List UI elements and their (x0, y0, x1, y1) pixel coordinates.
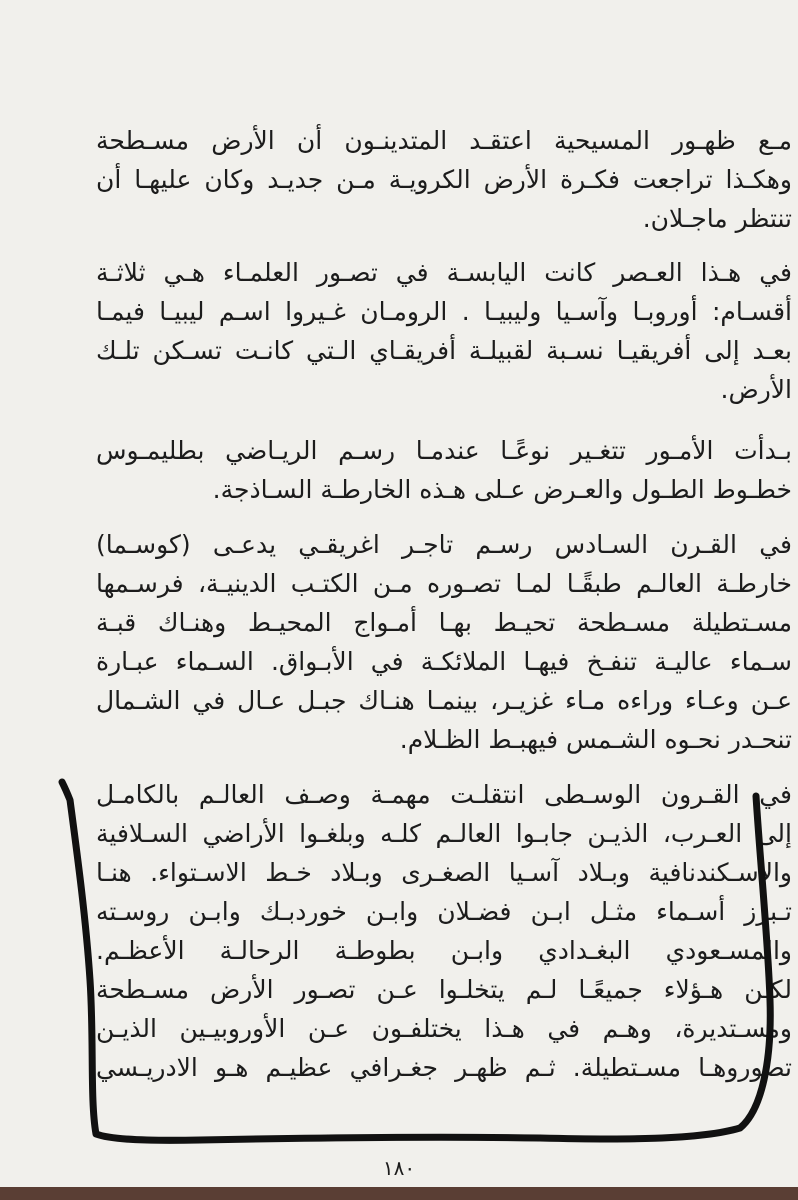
text-line: لكـن هـؤلاء جميعًـا لـم يتخلـوا عـن تصـور الأرض مسـطحة (96, 975, 792, 1004)
text-line: في هـذا العـصر كانت اليابسـة في تصـور العلمـاء هـي ثلاثـة (96, 258, 792, 287)
page-number: ١٨٠ (382, 1156, 416, 1180)
text-line: مسـتطيلة مسـطحة تحيـط بهـا أمـواج المحيـط وهنـاك قبـة (96, 608, 792, 637)
text-line: إلى العـرب، الذيـن جابـوا العالـم كلـه وبلغـوا الأراضي السـلافية (96, 819, 792, 848)
bottom-edge (0, 1187, 798, 1200)
text-line: تنتظر ماجـلان. (642, 204, 792, 233)
text-line: والمسـعودي البغـدادي وابـن بطوطـة الرحالـة الأعظـم. (96, 936, 792, 965)
text-line: تـبرز أسـماء مثـل ابـن فضـلان وابـن خوردبـك وابـن روسـته (96, 897, 792, 926)
text-line: أقسـام: أوروبـا وآسـيا وليبيـا . الرومـان غـيروا اسـم ليبيـا فيمـا (96, 297, 792, 326)
text-line: عـن وعـاء وراءه مـاء غزيـر، بينمـا هنـاك جبـل عـال في الشـمال (96, 686, 792, 715)
text-line: تنحـدر نحـوه الشـمس فيهبـط الظـلام. (399, 725, 792, 754)
text-line: خارطـة العالـم طبقًـا لمـا تصـوره مـن الكتـب الدينيـة، فرسـمها (96, 569, 792, 598)
text-line: بعـد إلى أفريقيـا نسـبة لقبيلـة أفريقـاي الـتي كانـت تسـكن تلـك (96, 336, 792, 365)
text-line: وهكـذا تراجعت فكـرة الأرض الكرويـة مـن جديـد وكان عليهـا أن (96, 165, 792, 194)
text-line: الأرض. (720, 375, 792, 404)
text-line: خطـوط الطـول والعـرض عـلى هـذه الخارطـة السـاذجة. (212, 475, 792, 504)
text-line: سـماء عاليـة تنفـخ فيهـا الملائكـة في الأبـواق. السـماء عبـارة (96, 647, 792, 676)
text-line: تصوروهـا مسـتطيلة. ثـم ظهـر جغـرافي عظيـم هـو الادريـسي (96, 1053, 792, 1082)
text-line: بـدأت الأمـور تتغـير نوعًـا عندمـا رسـم الريـاضي بطليمـوس (96, 436, 792, 465)
text-line: في القـرون الوسـطى انتقلـت مهمـة وصـف العالـم بالكامـل (96, 780, 792, 809)
text-line: ومسـتديرة، وهـم في هـذا يختلفـون عـن الأوروبيـين الذيـن (96, 1014, 792, 1043)
text-line: مـع ظهـور المسيحية اعتقـد المتدينـون أن الأرض مسـطحة (96, 126, 792, 155)
text-line: والاسـكندنافية وبـلاد آسـيا الصغـرى وبـلاد خـط الاسـتواء. هنـا (96, 858, 792, 887)
text-line: في القـرن السـادس رسـم تاجـر اغريقـي يدعـى (كوسـما) (96, 530, 792, 559)
